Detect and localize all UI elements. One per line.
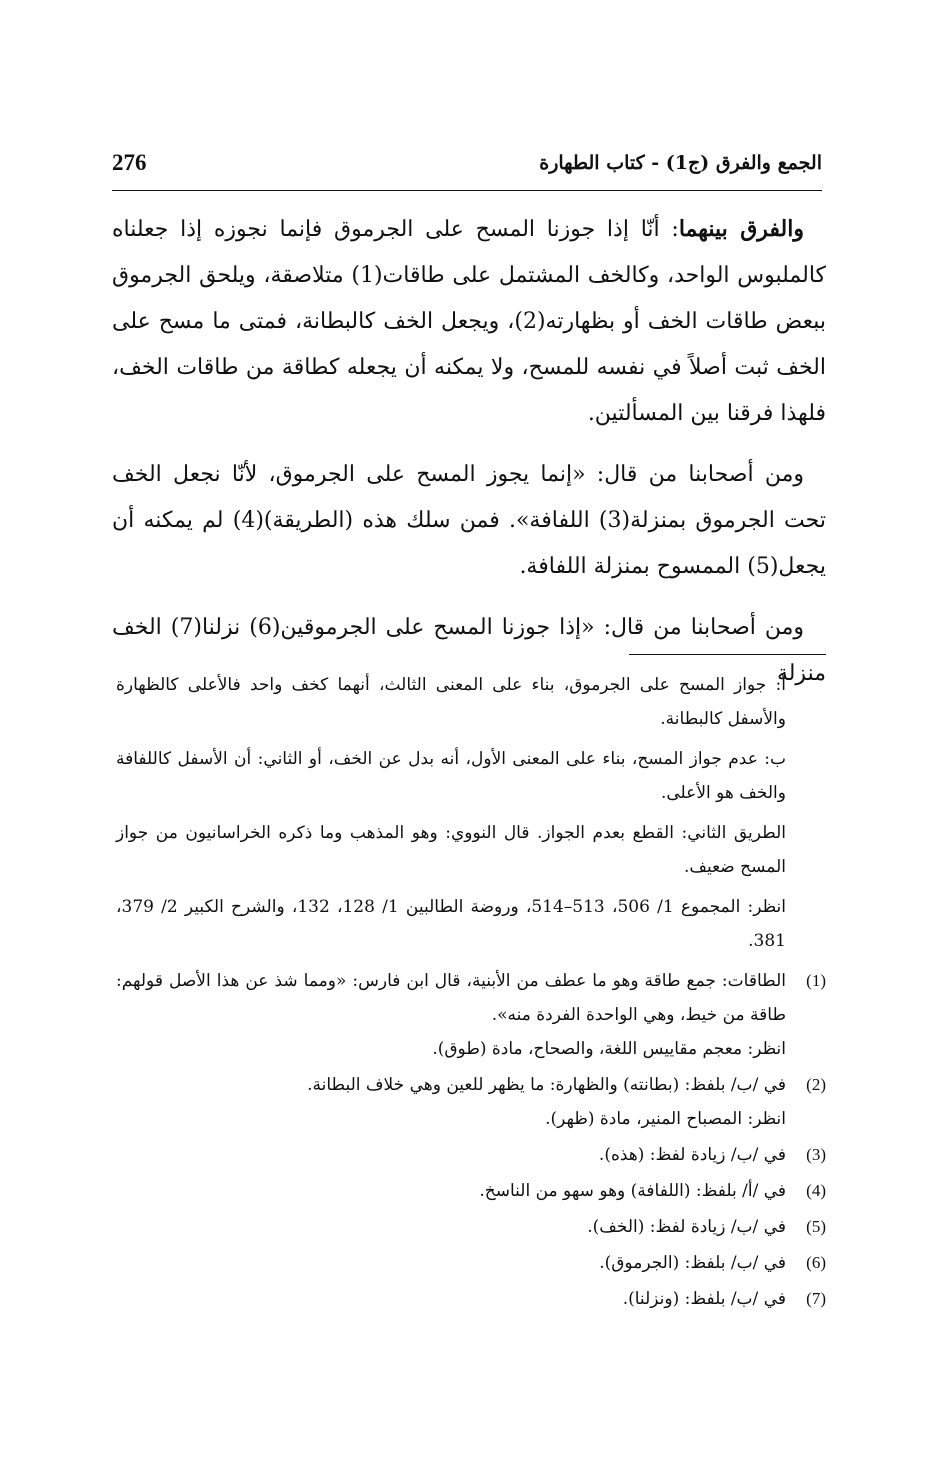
note-b: ب: عدم جواز المسح، بناء على المعنى الأول، أنه بدل عن الخف، أو الثاني: أن الأسفل كاللفافة والخف هو الأعلى. [116, 749, 786, 803]
footnote-number: (7) [806, 1289, 826, 1308]
page-number: 276 [112, 150, 147, 175]
footnote-separator [629, 654, 826, 655]
running-header [112, 150, 822, 191]
footnote-line: الطاقات: جمع طاقة وهو ما عطف من الأبنية، قال ابن فارس: «ومما شذ عن هذا الأصل قولهم: طاقة من خيط، وهي الواحدة الفردة منه». [116, 971, 786, 1025]
paragraph-3: ومن أصحابنا من قال: «إذا جوزنا المسح على الجرموقين(6) نزلنا(7) الخف منزلة [112, 615, 826, 686]
footnote-line: في /أ/ بلفظ: (اللفافة) وهو سهو من الناسخ. [479, 1181, 786, 1201]
footnote-text [116, 1174, 786, 1208]
footnote-text [116, 1138, 786, 1172]
footnote-text [116, 1246, 786, 1280]
paragraph-1 [112, 206, 826, 437]
footnote-line: انظر: المصباح المنير، مادة (ظهر). [545, 1109, 786, 1129]
footnote-line: انظر: معجم مقاييس اللغة، والصحاح، مادة (طوق). [432, 1039, 786, 1059]
footnote-item [116, 1210, 826, 1244]
paragraph-1-lead: والفرق بينهما [678, 216, 804, 242]
note-a: أ: جواز المسح على الجرموق، بناء على المعنى الثالث، أنهما كخف واحد فالأعلى كالظهارة والأسفل كالبطانة. [116, 675, 786, 729]
footnote-number: (6) [806, 1253, 826, 1272]
header-title: الجمع والفرق (ج1) - كتاب الطهارة [539, 152, 822, 174]
footnote-line: في /ب/ زيادة لفظ: (الخف). [587, 1217, 786, 1237]
footnote-number: (1) [806, 971, 826, 990]
footnote-number: (5) [806, 1217, 826, 1236]
note-d: انظر: المجموع 1/ 506، 513–514، وروضة الطالبين 1/ 128، 132، والشرح الكبير 2/ 379، 381. [116, 897, 786, 951]
note-c: الطريق الثاني: القطع بعدم الجواز. قال النووي: وهو المذهب وما ذكره الخراسانيون من جواز المسح ضعيف. [116, 823, 786, 877]
footnote-item [116, 1282, 826, 1316]
footnote-item [116, 1068, 826, 1136]
footnote-text [116, 1210, 786, 1244]
footnotes-area [116, 668, 826, 1318]
main-text [112, 206, 826, 712]
footnote-line: في /ب/ بلفظ: (ونزلنا). [622, 1289, 786, 1309]
paragraph-1-text: : أنّا إذا جوزنا المسح على الجرموق فإنما نجوزه إذا جعلناه كالملبوس الواحد، وكالخف المشتمل على طاقات(1) متلاصقة، ويلحق الجرموق ببعض طاقات الخف أو بظهارته(2)، ويجعل الخف كالبطانة، فمتى ما مسح على الخف ثبت أصلاً في نفسه للمسح، ولا يمكنه أن يجعله كطاقة من طاقات الخف، فلهذا فرقنا بين المسألتين. [112, 217, 827, 426]
footnote-text [116, 964, 786, 1066]
footnote-number: (3) [806, 1145, 826, 1164]
footnote-item [116, 1174, 826, 1208]
footnote-number: (2) [806, 1075, 826, 1094]
footnote-line: في /ب/ بلفظ: (بطانته) والظهارة: ما يظهر للعين وهي خلاف البطانة. [307, 1075, 786, 1095]
footnote-text [116, 1068, 786, 1136]
footnote-item [116, 1138, 826, 1172]
footnote-number: (4) [806, 1181, 826, 1200]
paragraph-2: ومن أصحابنا من قال: «إنما يجوز المسح على الجرموق، لأنّا نجعل الخف تحت الجرموق بمنزلة(3) اللفافة». فمن سلك هذه (الطريقة)(4) لم يمكنه أن يجعل(5) الممسوح بمنزلة اللفافة. [112, 462, 826, 579]
footnote-line: في /ب/ بلفظ: (الجرموق). [599, 1253, 786, 1273]
footnote-line: في /ب/ زيادة لفظ: (هذه). [598, 1145, 786, 1165]
footnote-item [116, 964, 826, 1066]
footnote-text [116, 1282, 786, 1316]
footnote-item [116, 1246, 826, 1280]
